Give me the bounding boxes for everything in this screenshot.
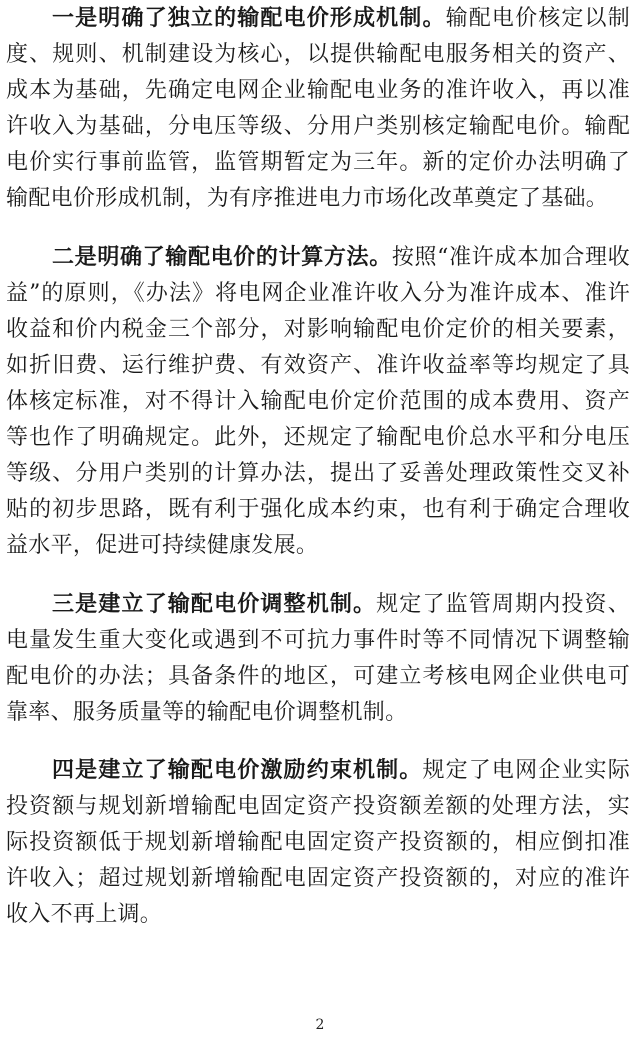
paragraph-3 bbox=[6, 586, 630, 731]
paragraph-4-lead: 四是建立了输配电价激励约束机制。 bbox=[52, 757, 423, 783]
paragraph-2-body: 按照“准许成本加合理收益”的原则，《办法》将电网企业准许收入分为准许成本、准许收益和价内税金三个部分，对影响输配电价定价的相关要素，如折旧费、运行维护费、有效资产、准许收益率等均规定了具体核定标准，对不得计入输配电价定价范围的成本费用、资产等也作了明确规定。此外，还规定了输配电价总水平和分电压等级、分用户类别的计算办法，提出了妥善处理政策性交叉补贴的初步思路，既有利于强化成本约束，也有利于确定合理收益水平，促进可持续健康发展。 bbox=[6, 245, 630, 558]
paragraph-1-body: 输配电价核定以制度、规则、机制建设为核心，以提供输配电服务相关的资产、成本为基础，先确定电网企业输配电业务的准许收入，再以准许收入为基础，分电压等级、分用户类别核定输配电价。输配电价实行事前监管，监管期暂定为三年。新的定价办法明确了输配电价形成机制，为有序推进电力市场化改革奠定了基础。 bbox=[6, 6, 631, 211]
document-page bbox=[6, 0, 630, 1056]
paragraph-1 bbox=[6, 0, 630, 217]
paragraph-4 bbox=[6, 752, 630, 933]
paragraph-4-body: 规定了电网企业实际投资额与规划新增输配电固定资产投资额差额的处理方法，实际投资额低于规划新增输配电固定资产投资额的，相应倒扣准许收入；超过规划新增输配电固定资产投资额的，对应的准许收入不再上调。 bbox=[6, 758, 630, 927]
paragraph-1-lead: 一是明确了独立的输配电价形成机制。 bbox=[52, 5, 446, 31]
paragraph-2 bbox=[6, 239, 630, 564]
paragraph-2-lead: 二是明确了输配电价的计算方法。 bbox=[52, 244, 392, 270]
page-number: 2 bbox=[315, 1017, 325, 1033]
paragraph-3-body: 规定了监管周期内投资、电量发生重大变化或遇到不可抗力事件时等不同情况下调整输配电价的办法；具备条件的地区，可建立考核电网企业供电可靠率、服务质量等的输配电价调整机制。 bbox=[6, 592, 630, 725]
paragraph-3-lead: 三是建立了输配电价调整机制。 bbox=[52, 591, 377, 617]
